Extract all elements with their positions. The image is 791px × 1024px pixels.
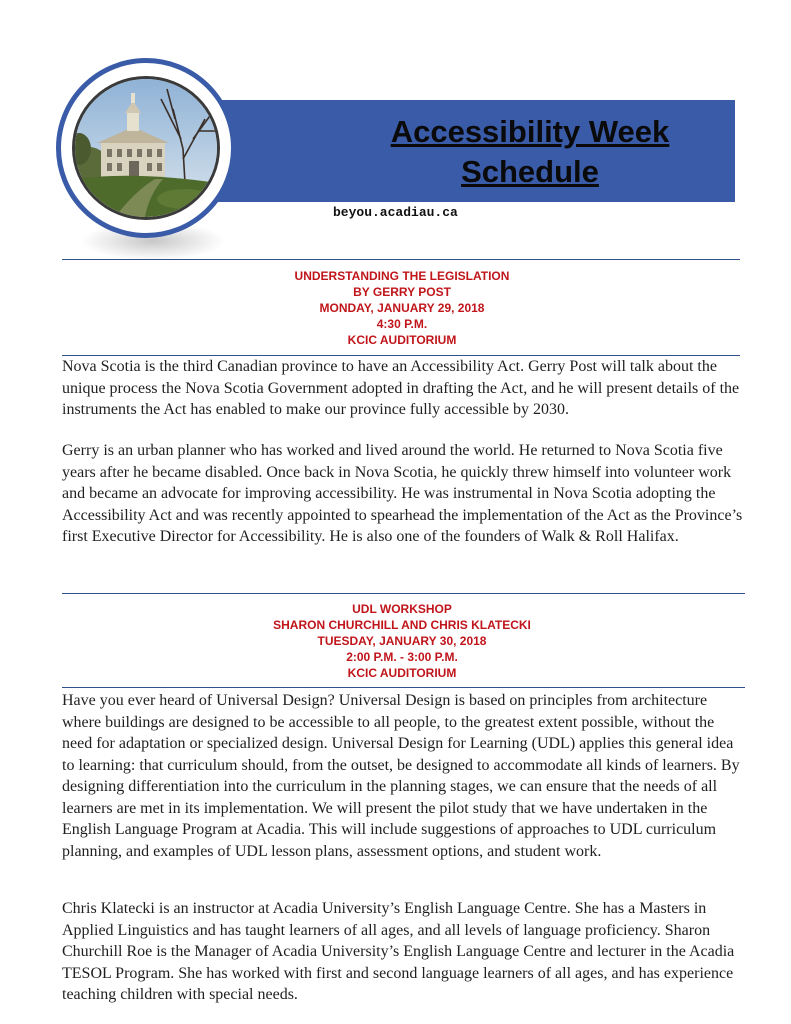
event-title: UNDERSTANDING THE LEGISLATION (294, 269, 510, 283)
event1-paragraph-2: Gerry is an urban planner who has worked and lived around the world. He returned to Nova Scotia five years after he became disabled. Once back in Nova Scotia, he quickly threw himself into volunteer work and became an advocate for improving accessibility. He was instrumental in Nova Scotia adopting the Accessibility Act and was recently appointed to spearhead the implementation of the Act as the Province’s first Executive Director for Accessibility. He is also one of the founders of Walk & Roll Halifax. (62, 442, 743, 545)
divider-middle (62, 593, 745, 594)
event-time: 2:00 P.M. - 3:00 P.M. (346, 650, 458, 664)
event-location: KCIC AUDITORIUM (347, 333, 457, 347)
event1-paragraph-1: Nova Scotia is the third Canadian province to have an Accessibility Act. Gerry Post will talk about the unique process the Nova Scotia Government adopted in drafting the Act, and he will present details of the instruments the Act has enabled to make our province fully accessible by 2030. (62, 358, 740, 418)
divider-event2 (62, 687, 745, 688)
page-title-line1: Accessibility Week (390, 114, 670, 149)
page-title-line2: Schedule (461, 154, 599, 189)
event-location: KCIC AUDITORIUM (347, 666, 457, 680)
event-heading-udl (62, 601, 742, 681)
event-title: UDL WORKSHOP (352, 602, 452, 616)
site-url: beyou.acadiau.ca (333, 205, 458, 220)
divider-top (62, 259, 740, 260)
event2-paragraph-2: Chris Klatecki is an instructor at Acadia University’s English Language Centre. She has a Masters in Applied Linguistics and has taught learners of all ages, and all levels of language proficiency. Sharon Churchill Roe is the Manager of Acadia University’s English Language Centre and lecturer in the Acadia TESOL Program. She has worked with first and second language learners of all ages, and has experience teaching children with special needs. (62, 900, 735, 1003)
event-date: MONDAY, JANUARY 29, 2018 (319, 301, 485, 315)
event-presenter: BY GERRY POST (353, 285, 451, 299)
event-time: 4:30 P.M. (376, 317, 428, 331)
event-heading-legislation (62, 268, 742, 348)
page-title (150, 112, 735, 192)
event2-paragraph-1: Have you ever heard of Universal Design? Universal Design is based on principles from architecture where buildings are designed to be accessible to all people, to the greatest extent possible, without the need for adaptation or specialized design. Universal Design for Learning (UDL) applies this general idea to learning: that curriculum should, from the outset, be designed to accommodate all kinds of learners. By designing differentiation into the curriculum in the planning stages, we can ensure that the needs of all learners are met in its implementation. We will present the pilot study that we have undertaken in the English Language Program at Acadia. This will include suggestions of approaches to UDL curriculum planning, and examples of UDL lesson plans, assessment options, and student work. (62, 692, 740, 860)
campus-building-photo-icon (72, 76, 220, 220)
event-presenter: SHARON CHURCHILL AND CHRIS KLATECKI (273, 618, 531, 632)
event-date: TUESDAY, JANUARY 30, 2018 (317, 634, 487, 648)
